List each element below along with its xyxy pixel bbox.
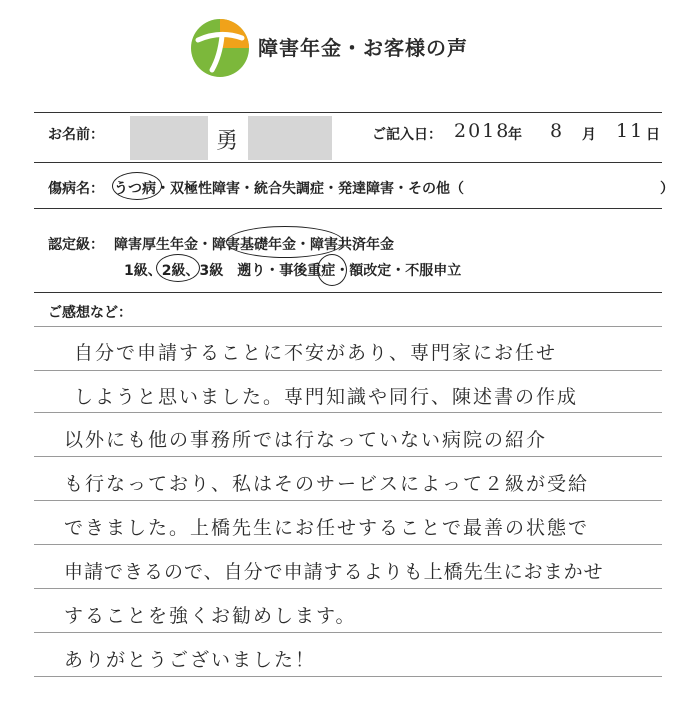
selection-circle-grade — [156, 254, 200, 282]
selection-circle-disease — [112, 172, 162, 200]
testimonial-form — [34, 112, 674, 718]
ruled-line — [34, 676, 662, 677]
ruled-line — [34, 456, 662, 457]
impression-line: できました。上橋先生にお任せすることで最善の状態で — [64, 517, 590, 539]
date-year-suffix: 年 — [508, 127, 522, 143]
ruled-line — [34, 500, 662, 501]
impression-line: 以外にも他の事務所では行なっていない病院の紹介 — [64, 429, 548, 451]
grades-line: 1級、2級、3級 遡り・事後重症・額改定・不服申立 — [124, 263, 462, 279]
name-label: お名前： — [48, 127, 104, 143]
impression-line: 自分で申請することに不安があり、専門家にお任せ — [74, 342, 558, 364]
name-redaction-left — [130, 116, 208, 160]
disease-label: 傷病名： — [48, 181, 104, 197]
ruled-line — [34, 632, 662, 633]
name-visible-char: 勇 — [216, 129, 241, 154]
cert-label: 認定級： — [48, 237, 104, 253]
row-divider — [34, 292, 662, 293]
impression-line: ありがとうございました！ — [64, 649, 317, 671]
row-divider — [34, 208, 662, 209]
date-month-suffix: 月 — [582, 127, 596, 143]
pension-types: 障害厚生年金・障害基礎年金・障害共済年金 — [114, 237, 394, 253]
ruled-line — [34, 326, 662, 327]
name-redaction-right — [248, 116, 332, 160]
form-top-border — [34, 112, 662, 113]
date-day: 11 — [616, 120, 645, 142]
date-label: ご記入日： — [372, 127, 442, 143]
impressions-label: ご感想など： — [48, 305, 132, 321]
page-header — [0, 0, 697, 90]
ruled-line — [34, 588, 662, 589]
selection-circle-post — [317, 254, 347, 286]
impression-line: することを強くお勧めします。 — [64, 605, 357, 627]
date-day-suffix: 日 — [646, 127, 660, 143]
logo-icon — [190, 18, 250, 78]
ruled-line — [34, 370, 662, 371]
ruled-line — [34, 412, 662, 413]
impression-line: 申請できるので、自分で申請するよりも上橋先生におまかせ — [64, 561, 604, 583]
selection-circle-pension — [226, 226, 344, 258]
row-divider — [34, 162, 662, 163]
date-year: 2018 — [454, 120, 511, 142]
ruled-line — [34, 544, 662, 545]
page-title: 障害年金・お客様の声 — [258, 36, 468, 60]
impression-line: も行なっており、私はそのサービスによって２級が受給 — [64, 473, 590, 495]
impression-line: しようと思いました。専門知識や同行、陳述書の作成 — [74, 386, 579, 408]
disease-options: うつ病・双極性障害・統合失調症・発達障害・その他（ ） — [114, 181, 674, 197]
date-month: 8 — [550, 120, 565, 142]
